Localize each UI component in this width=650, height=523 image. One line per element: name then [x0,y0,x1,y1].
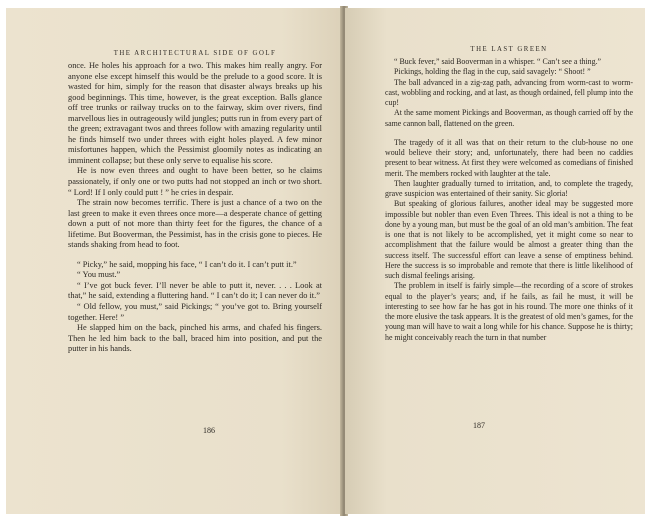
paragraph: “ You must.” [77,270,121,280]
paragraph: Pickings, holding the flag in the cup, said savagely: “ Shoot! ” [394,67,591,77]
paragraph: “ Old fellow, you must,” said Pickings; “ you’ve got to. Bring yourself together. Here! ” [68,302,322,322]
paragraph: Then laughter gradually turned to irritation, and, to complete the tragedy, grave suspicion was entertained of their sanity. Sic gloria! [385,178,633,198]
running-head-left: THE ARCHITECTURAL SIDE OF GOLF [113,50,277,57]
paragraph: once. He holes his approach for a two. This makes him really angry. For anyone else except himself this would be the prelude to a good score. It is wasted for him, simply for the reason that disaster always breaks up his good beginnings. This time, however, is the great exception. Balls glance off tree trunks or railway trucks on to the fairway, skim over rivers, find marvellous lies in outrageously wild jungles; putts run in from every part of the green; extravagant twos and threes follow with amazing regularity until he finds himself two under threes with eight holes played. A few minor misfortunes happen, which the Pessimist gloomily notes as indicating an imminent collapse; but these only serve to equalise his score. [68,61,322,165]
paragraph: The strain now becomes terrific. There is just a chance of a two on the last green to make it even threes once more—a desperate chance of getting down a putt of not more than thirty feet for the figures, the chance of a lifetime. But Booverman, the Pessimist, has in the crisis gone to pieces. He stands shaking from head to foot. [68,198,322,250]
paragraph: At the same moment Pickings and Booverman, as though carried off by the same cannon ball, flattened on the green. [385,108,633,128]
left-page [6,8,342,514]
paragraph: But speaking of glorious failures, another ideal may be suggested more impossible but nobler than even Even Threes. This ideal is not a thing to be done by a young man, but must be the goal of an old man’s ambition. The feat is one that is not likely to be accomplished, yet it might come so near to accomplishment that the failure would be almost a greater thing than the success itself. The successful effort can leave a sense of emptiness behind. Here the success is so improbable and remote that there is little likelihood of such dismal feelings arising. [385,199,633,280]
paragraph: The ball advanced in a zig-zag path, advancing from worm-cast to worm-cast, wobbling and rocking, and at last, as though ordained, fell plump into the cup! [385,77,633,107]
right-page [345,8,645,514]
paragraph: The tragedy of it all was that on their return to the club-house no one would believe their story; and, unfortunately, there had been no caddies present to bear witness. At first they were welcomed as comedians of finished merit. The members rocked with laughter at the tale. [385,137,633,178]
paragraph: He is now even threes and ought to have been better, so he claims passionately, if only one or two putts had not stopped an inch or two short. “ Lord! If I only could putt ! ” he cries in despair. [68,166,322,197]
page-number-left: 186 [203,426,215,435]
running-head-right: THE LAST GREEN [470,46,548,53]
paragraph: The problem in itself is fairly simple—the recording of a score of strokes equal to the player’s years; and, if he fails, as fail he must, it will be interesting to see how far he has got in his round. The more one thinks of it the more elusive the task appears. It is the greatest of old men’s games, for the young man will have to wait a long while for his chance. Suppose he is thirty; he might conceivably reach the turn in that number [385,281,633,342]
paragraph: “ Picky,” he said, mopping his face, “ I can’t do it. I can’t putt it.” [77,259,297,269]
paragraph: “ Buck fever,” said Booverman in a whisper. “ Can’t see a thing.” [394,57,602,66]
page-number-right: 187 [473,421,485,430]
paragraph: He slapped him on the back, pinched his arms, and chafed his fingers. Then he led him back to the ball, braced him into position, and put the putter in his hands. [68,323,322,354]
paragraph: “ I’ve got buck fever. I’ll never be able to putt it, never. . . . Look at that,” he said, extending a fluttering hand. “ I can’t do it; I can never do it.” [68,280,322,301]
